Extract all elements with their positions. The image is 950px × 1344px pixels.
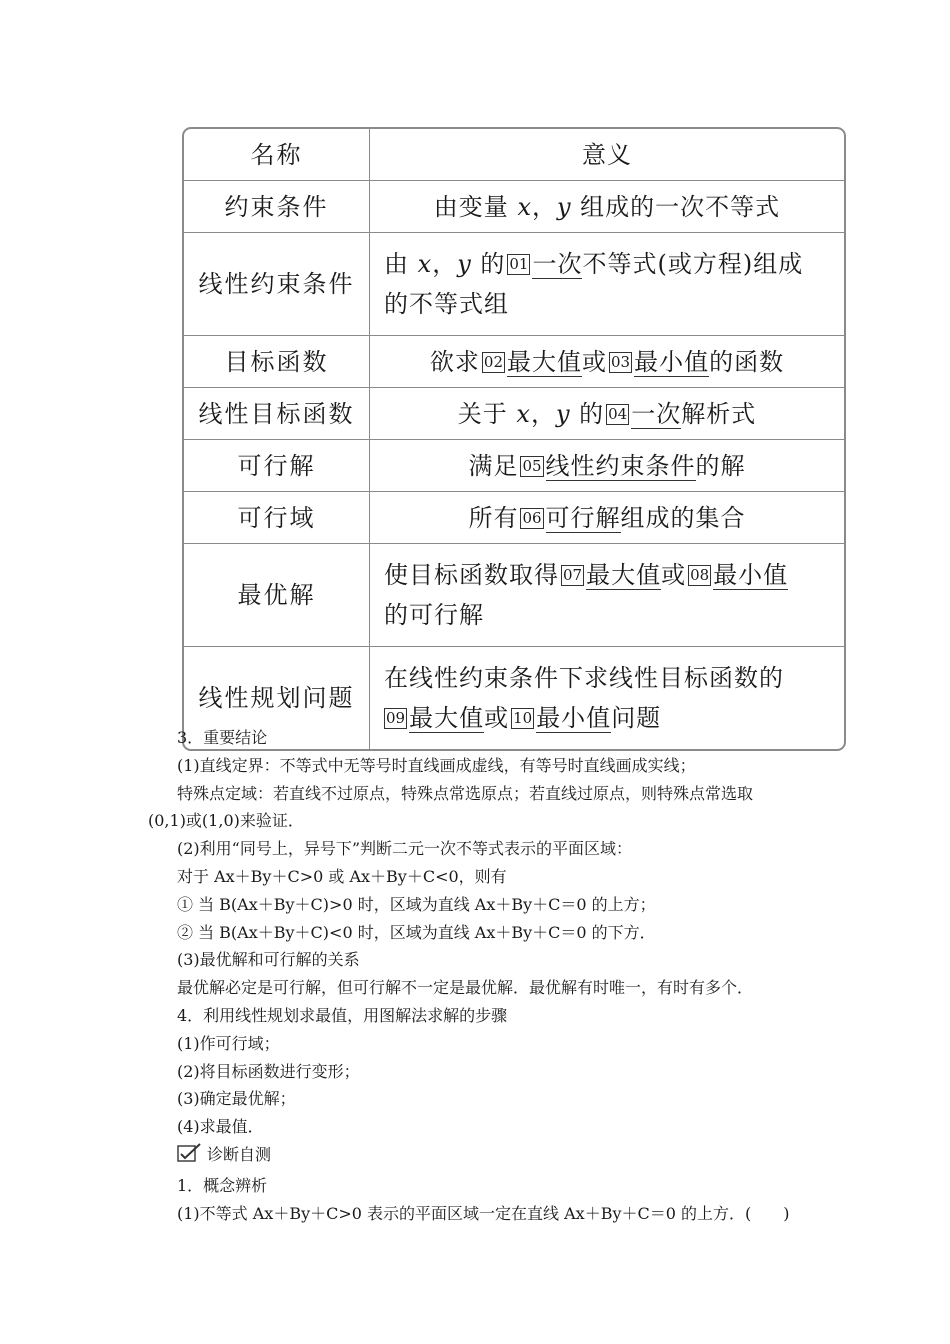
answer-text: 可行解 [545, 503, 621, 532]
row-term: 目标函数 [184, 336, 370, 388]
table-row [184, 233, 844, 336]
paragraph: ① 当 B(Ax＋By＋C)>0 时，区域为直线 Ax＋By＋C＝0 的上方； [177, 894, 656, 914]
paragraph: 对于 Ax＋By＋C>0 或 Ax＋By＋C<0，则有 [177, 866, 507, 886]
blank-number-box: 04 [608, 404, 628, 423]
answer-text: 最大值 [409, 704, 485, 732]
answer-text: 最小值 [634, 347, 710, 376]
row-meaning: 满足 05 线性约束条件的解 [370, 440, 845, 492]
blank-number-box: 08 [690, 566, 710, 584]
paragraph: (3)最优解和可行解的关系 [177, 950, 360, 970]
paragraph: (3)确定最优解； [177, 1089, 296, 1109]
body-text [148, 724, 828, 1227]
table-row [184, 336, 844, 388]
blank-number-box: 05 [522, 456, 542, 475]
row-meaning: 在线性约束条件下求线性目标函数的 09 最大值或 10 最小值问题 [370, 647, 845, 750]
row-term: 最优解 [184, 544, 370, 647]
header-name: 名称 [184, 129, 370, 181]
answer-text: 最小值 [536, 704, 612, 732]
blank-number-box: 07 [563, 566, 583, 584]
blank-number-box: 02 [483, 352, 503, 371]
blank-number-box: 10 [513, 709, 533, 727]
concept-table [182, 127, 846, 751]
row-term: 可行解 [184, 440, 370, 492]
diagnosis-heading: 诊断自测 [148, 1141, 828, 1172]
paragraph: (4)求最值． [177, 1117, 264, 1137]
answer-text: 线性约束条件 [545, 451, 696, 480]
answer-text: 一次 [532, 250, 583, 278]
row-term: 约束条件 [184, 181, 370, 233]
header-meaning: 意义 [370, 129, 845, 181]
answer-text: 最大值 [586, 561, 662, 589]
table-row [184, 544, 844, 647]
section-heading: 3．重要结论 [177, 728, 268, 747]
row-term: 可行域 [184, 492, 370, 544]
answer-text: 最小值 [713, 561, 789, 589]
row-meaning: 由 x，y 的 01 一次不等式(或方程)组成 的不等式组 [370, 233, 845, 336]
table-row [184, 181, 844, 233]
row-meaning: 所有 06 可行解组成的集合 [370, 492, 845, 544]
answer-text: 最大值 [507, 347, 582, 376]
table-header-row [184, 129, 844, 181]
row-term: 线性目标函数 [184, 388, 370, 440]
table-row [184, 440, 844, 492]
paragraph: (1)作可行域； [177, 1033, 280, 1053]
section-heading: 1．概念辨析 [177, 1175, 268, 1195]
paragraph: 特殊点定域：若直线不过原点，特殊点常选原点；若直线过原点，则特殊点常选取 [177, 783, 754, 803]
row-meaning: 欲求 02 最大值或 03 最小值的函数 [370, 336, 845, 388]
table-row [184, 388, 844, 440]
row-meaning: 使目标函数取得 07 最大值或 08 最小值 的可行解 [370, 544, 845, 647]
paragraph: ② 当 B(Ax＋By＋C)<0 时，区域为直线 Ax＋By＋C＝0 的下方． [177, 922, 656, 942]
paragraph: (2)利用“同号上，异号下”判断二元一次不等式表示的平面区域： [177, 839, 633, 859]
row-meaning: 关于 x，y 的 04 一次解析式 [370, 388, 845, 440]
blank-number-box: 01 [509, 255, 529, 273]
table-row [184, 492, 844, 544]
section-heading: 4．利用线性规划求最值，用图解法求解的步骤 [177, 1005, 508, 1025]
answer-text: 一次 [631, 399, 682, 428]
paragraph: 最优解必定是可行解，但可行解不一定是最优解．最优解有时唯一，有时有多个． [177, 978, 754, 998]
checkmark-pen-icon [177, 1143, 203, 1172]
paragraph: (0,1)或(1,0)来验证． [148, 811, 304, 831]
row-term: 线性约束条件 [184, 233, 370, 336]
paragraph: (2)将目标函数进行变形； [177, 1061, 360, 1081]
blank-number-box: 09 [386, 709, 406, 727]
question: (1)不等式 Ax＋By＋C>0 表示的平面区域一定在直线 Ax＋By＋C＝0 的上方．( ) [177, 1203, 790, 1223]
paragraph: (1)直线定界：不等式中无等号时直线画成虚线，有等号时直线画成实线； [177, 755, 696, 775]
blank-number-box: 03 [611, 352, 631, 371]
blank-number-box: 06 [522, 508, 542, 527]
row-meaning: 由变量 x，y 组成的一次不等式 [370, 181, 845, 233]
row-term: 线性规划问题 [184, 647, 370, 750]
